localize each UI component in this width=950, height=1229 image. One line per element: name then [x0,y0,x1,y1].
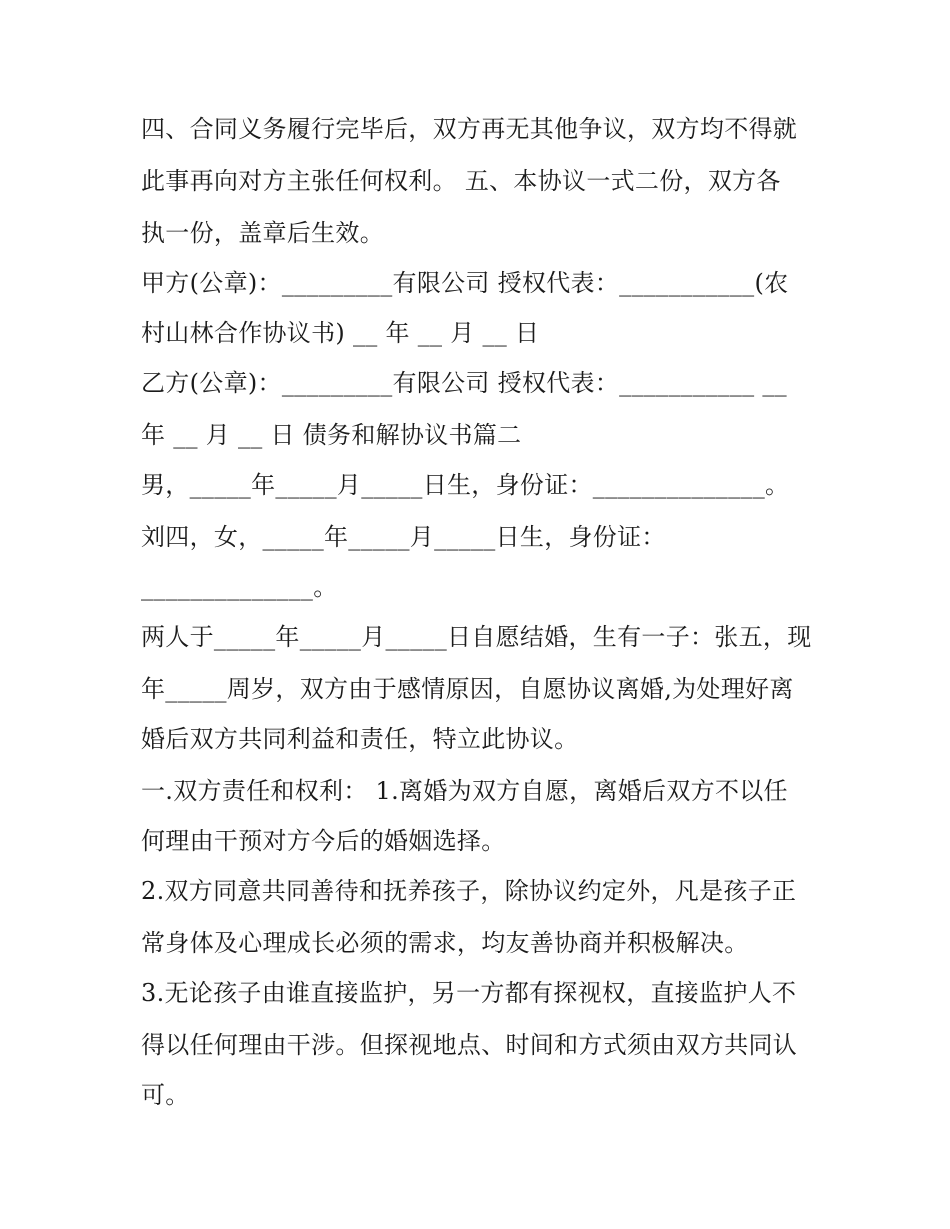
text-line: ______________。 [141,573,338,601]
text-line: 婚后双方共同利益和责任，特立此协议。 [141,725,579,753]
text-line: 村山林合作协议书) __ 年 __ 月 __ 日 [141,319,540,347]
text-line: 四、合同义务履行完毕后，双方再无其他争议，双方均不得就 [141,115,798,143]
text-line: 年_____周岁，双方由于感情原因，自愿协议离婚,为处理好离 [141,675,794,703]
text-line: 常身体及心理成长必须的需求，均友善协商并积极解决。 [141,929,749,957]
text-line: 年 __ 月 __ 日 债务和解协议书篇二 [141,421,522,449]
text-line: 2.双方同意共同善待和抚养孩子，除协议约定外，凡是孩子正 [141,877,797,905]
text-line: 执一份，盖章后生效。 [141,219,384,247]
text-line: 刘四，女，_____年_____月_____日生，身份证： [141,523,666,551]
text-line: 甲方(公章)：_________有限公司 授权代表：___________(农 [141,269,789,297]
text-line: 3.无论孩子由谁直接监护，另一方都有探视权，直接监护人不 [141,979,797,1007]
text-line: 两人于_____年_____月_____日自愿结婚，生有一子：张五，现 [141,623,812,651]
text-line: 何理由干预对方今后的婚姻选择。 [141,827,506,855]
text-line: 男，_____年_____月_____日生，身份证：______________。 [141,471,790,499]
text-line: 得以任何理由干涉。但探视地点、时间和方式须由双方共同认 [141,1031,798,1059]
text-line: 乙方(公章)：_________有限公司 授权代表：___________ __ [141,369,787,397]
text-line: 此事再向对方主张任何权利。 五、本协议一式二份，双方各 [141,167,781,195]
text-line: 一.双方责任和权利： 1.离婚为双方自愿，离婚后双方不以任 [141,777,788,805]
text-line: 可。 [141,1081,190,1109]
